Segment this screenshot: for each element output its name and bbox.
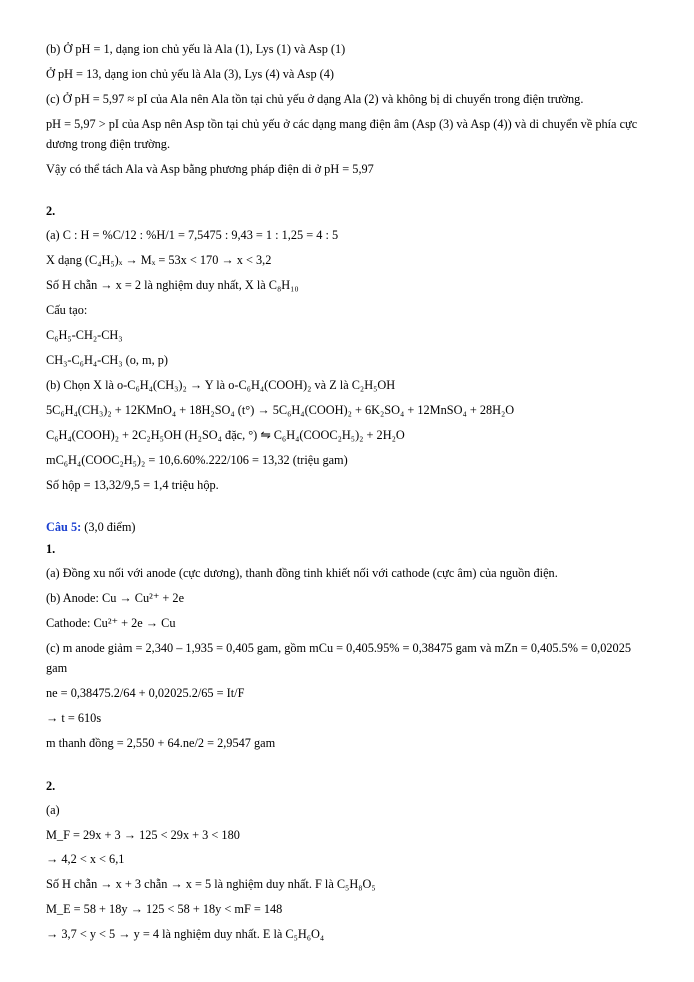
text-line: (a) xyxy=(46,802,60,817)
text-line: → t = 610s xyxy=(46,710,102,725)
text-line: (a) C : H = %C/12 : %H/1 = 7,5475 : 9,43 = 1 : 1,25 = 4 : 5 xyxy=(46,228,339,243)
paragraph: (b) Ở pH = 1, dạng ion chủ yếu là Ala (1), Lys (1) và Asp (1) xyxy=(46,42,346,56)
question-points: (3,0 điểm) xyxy=(84,520,136,535)
text-line: m thanh đồng = 2,550 + 64.ne/2 = 2,9547 gam xyxy=(46,735,276,750)
question-label: Câu 5: xyxy=(46,520,82,535)
spacer xyxy=(46,184,648,204)
text-line: (c) m anode giảm = 2,340 – 1,935 = 0,405 gam, gồm mCu = 0,405.95% = 0,38475 gam và mZn = 0,405.5% = 0,02025 gam xyxy=(46,641,632,676)
question-heading xyxy=(46,520,648,535)
text-line: M_E = 58 + 18y → 125 < 58 + 18y < mF = 148 xyxy=(46,902,283,917)
text-line: Số hộp = 13,32/9,5 = 1,4 triệu hộp. xyxy=(46,477,219,492)
section-number: 2. xyxy=(46,204,56,219)
spacer xyxy=(46,759,648,779)
paragraph: (c) Ở pH = 5,97 ≈ pI của Ala nên Ala tồn tại chủ yếu ở dạng Ala (2) và không bị di chuyển trong điện trường. xyxy=(46,91,584,106)
part-number: 1. xyxy=(46,542,56,557)
text-line: → 4,2 < x < 6,1 xyxy=(46,852,125,867)
text-line: Cathode: Cu²⁺ + 2e → Cu xyxy=(46,616,176,631)
paragraph: Ở pH = 13, dạng ion chủ yếu là Ala (3), Lys (4) và Asp (4) xyxy=(46,66,335,81)
text-line: CH₃-C₆H₄-CH₃ (o, m, p) xyxy=(46,352,169,367)
text-line: (a) Đồng xu nối với anode (cực dương), thanh đồng tinh khiết nối với cathode (cực âm) của nguồn điện. xyxy=(46,566,558,581)
text-line: C₆H₅-CH₂-CH₃ xyxy=(46,328,123,343)
text-line: C₆H₄(COOH)₂ + 2C₂H₅OH (H₂SO₄ đặc, °) ⇋ C₆H₄(COOC₂H₅)₂ + 2H₂O xyxy=(46,427,405,442)
text-line: Số H chẵn → x = 2 là nghiệm duy nhất, X là C₈H₁₀ xyxy=(46,278,299,293)
text-line: (b) Chọn X là o-C₆H₄(CH₃)₂ → Y là o-C₆H₄(COOH)₂ và Z là C₂H₅OH xyxy=(46,377,396,392)
section-2a xyxy=(46,204,648,495)
spacer xyxy=(46,500,648,520)
text-line: mC₆H₄(COOC₂H₅)₂ = 10,6.60%.222/106 = 13,32 (triệu gam) xyxy=(46,452,348,467)
text-line: → 3,7 < y < 5 → y = 4 là nghiệm duy nhất. E là C₅H₆O₄ xyxy=(46,927,325,942)
text-line: (b) Anode: Cu → Cu²⁺ + 2e xyxy=(46,591,185,606)
question5-part1 xyxy=(46,542,648,753)
paragraph: Vậy có thể tách Ala và Asp bằng phương pháp điện di ở pH = 5,97 xyxy=(46,161,374,176)
part-number: 2. xyxy=(46,778,56,793)
intro-block xyxy=(46,40,648,179)
text-line: Số H chẵn → x + 3 chẵn → x = 5 là nghiệm duy nhất. F là C₅H₈O₅ xyxy=(46,877,376,892)
text-line: ne = 0,38475.2/64 + 0,02025.2/65 = It/F xyxy=(46,685,245,700)
text-line: X dạng (C₄H₅)ₓ → Mₓ = 53x < 170 → x < 3,2 xyxy=(46,253,272,268)
text-line: M_F = 29x + 3 → 125 < 29x + 3 < 180 xyxy=(46,827,240,842)
paragraph: pH = 5,97 > pI của Asp nên Asp tồn tại chủ yếu ở các dạng mang điện âm (Asp (3) và Asp (4)) và di chuyển về phía cực dương trong điện trường. xyxy=(46,116,638,151)
text-line: 5C₆H₄(CH₃)₂ + 12KMnO₄ + 18H₂SO₄ (t°) → 5C₆H₄(COOH)₂ + 6K₂SO₄ + 12MnSO₄ + 28H₂O xyxy=(46,402,515,417)
question5-part2 xyxy=(46,779,648,945)
text-line: Cấu tạo: xyxy=(46,303,88,318)
